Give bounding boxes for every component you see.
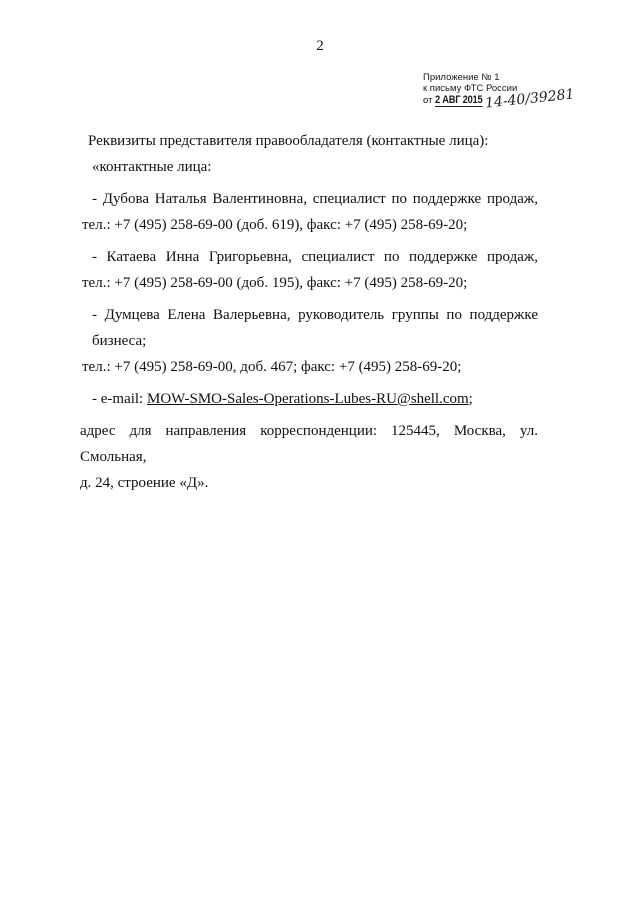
- document-body: [80, 128, 538, 496]
- contact-entry-1: [82, 186, 538, 238]
- correspondence-address: [80, 418, 538, 496]
- contacts-intro: «контактные лица:: [92, 159, 212, 175]
- address-line-2: д. 24, строение «Д».: [80, 475, 209, 491]
- email-entry: [92, 386, 538, 412]
- email-suffix: ;: [468, 391, 473, 407]
- address-line-1: адрес для направления корреспонденции: 125445, Москва, ул. Смольная,: [80, 423, 538, 465]
- email-prefix: - e-mail:: [92, 391, 147, 407]
- date-prefix: от: [423, 95, 433, 106]
- contact-entry-2: [82, 244, 538, 296]
- contact-1-name: - Дубова Наталья Валентиновна, специалист по поддержке продаж,: [92, 191, 538, 207]
- date-stamp: 2 АВГ 2015: [435, 94, 483, 106]
- contact-entry-3: [82, 302, 538, 380]
- section-heading: Реквизиты представителя правообладателя (контактные лица):: [88, 133, 489, 149]
- appendix-title: Приложение № 1: [423, 72, 500, 83]
- contact-2-phone: тел.: +7 (495) 258-69-00 (доб. 195), факс: +7 (495) 258-69-20;: [82, 275, 468, 291]
- contact-2-name: - Катаева Инна Григорьевна, специалист по поддержке продаж,: [92, 249, 538, 265]
- email-link[interactable]: MOW-SMO-Sales-Operations-Lubes-RU@shell.com: [146, 391, 469, 407]
- appendix-letter-ref: к письму ФТС России: [423, 83, 518, 94]
- appendix-stamp: [423, 72, 576, 112]
- page-number: 2: [316, 38, 324, 54]
- contact-3-name: - Думцева Елена Валерьевна, руководитель группы по поддержке бизнеса;: [92, 307, 538, 349]
- contact-3-phone: тел.: +7 (495) 258-69-00, доб. 467; факс: +7 (495) 258-69-20;: [82, 359, 462, 375]
- handwritten-reg-number: 14-40/39281: [484, 86, 576, 112]
- contact-1-phone: тел.: +7 (495) 258-69-00 (доб. 619), факс: +7 (495) 258-69-20;: [82, 217, 468, 233]
